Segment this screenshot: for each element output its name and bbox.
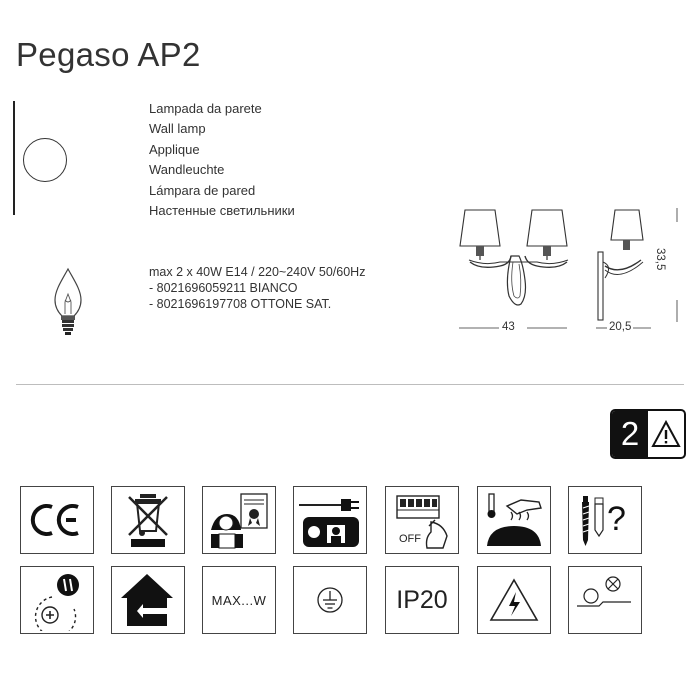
ce-mark-icon	[20, 486, 94, 554]
lamp-technical-drawing	[455, 200, 695, 350]
dimension-width: 43	[502, 321, 515, 333]
name-french: Applique	[149, 141, 200, 157]
name-german: Wandleuchte	[149, 162, 225, 178]
wall-lamp-type-icon	[23, 138, 67, 182]
warning-icon	[648, 411, 684, 457]
name-italian: Lampada da parete	[149, 101, 262, 116]
ip-rating-icon	[385, 566, 459, 634]
electric-hazard-icon	[477, 566, 551, 634]
name-russian: Настенные светильники	[149, 203, 295, 219]
qualified-electrician-icon	[202, 486, 276, 554]
screws-question-icon	[568, 486, 642, 554]
name-english: Wall lamp	[149, 121, 206, 137]
hot-surface-icon	[477, 486, 551, 554]
section-divider	[16, 384, 684, 385]
badge-number: 2	[612, 411, 648, 457]
svg-text:OFF: OFF	[399, 533, 421, 545]
candle-bulb-icon	[48, 266, 88, 338]
name-spanish: Lámpara de pared	[149, 182, 256, 198]
earth-ground-icon	[293, 566, 367, 634]
dimension-height: 33,5	[654, 248, 666, 271]
product-title: Pegaso AP2	[16, 36, 201, 73]
specifications	[149, 264, 365, 313]
weee-disposal-icon	[111, 486, 185, 554]
ip-rating-label: IP20	[396, 585, 448, 614]
svg-text:?: ?	[607, 500, 626, 538]
accent-bar	[13, 101, 15, 215]
spec-code-brass: - 8021696197708 OTTONE SAT.	[149, 297, 332, 312]
replace-lamp-icon	[568, 566, 642, 634]
spec-code-white: - 8021696059211 BIANCO	[149, 281, 298, 296]
rotate-bulb-icon	[20, 566, 94, 634]
product-names	[149, 99, 295, 221]
max-watt-icon	[202, 566, 276, 634]
switch-off-icon	[385, 486, 459, 554]
indoor-use-icon	[111, 566, 185, 634]
installation-class-badge	[610, 409, 686, 459]
max-watt-label: MAX...W	[211, 592, 267, 608]
dimension-depth: 20,5	[609, 321, 632, 333]
power-plug-electrician-icon	[293, 486, 367, 554]
spec-power: max 2 x 40W E14 / 220~240V 50/60Hz	[149, 265, 366, 279]
